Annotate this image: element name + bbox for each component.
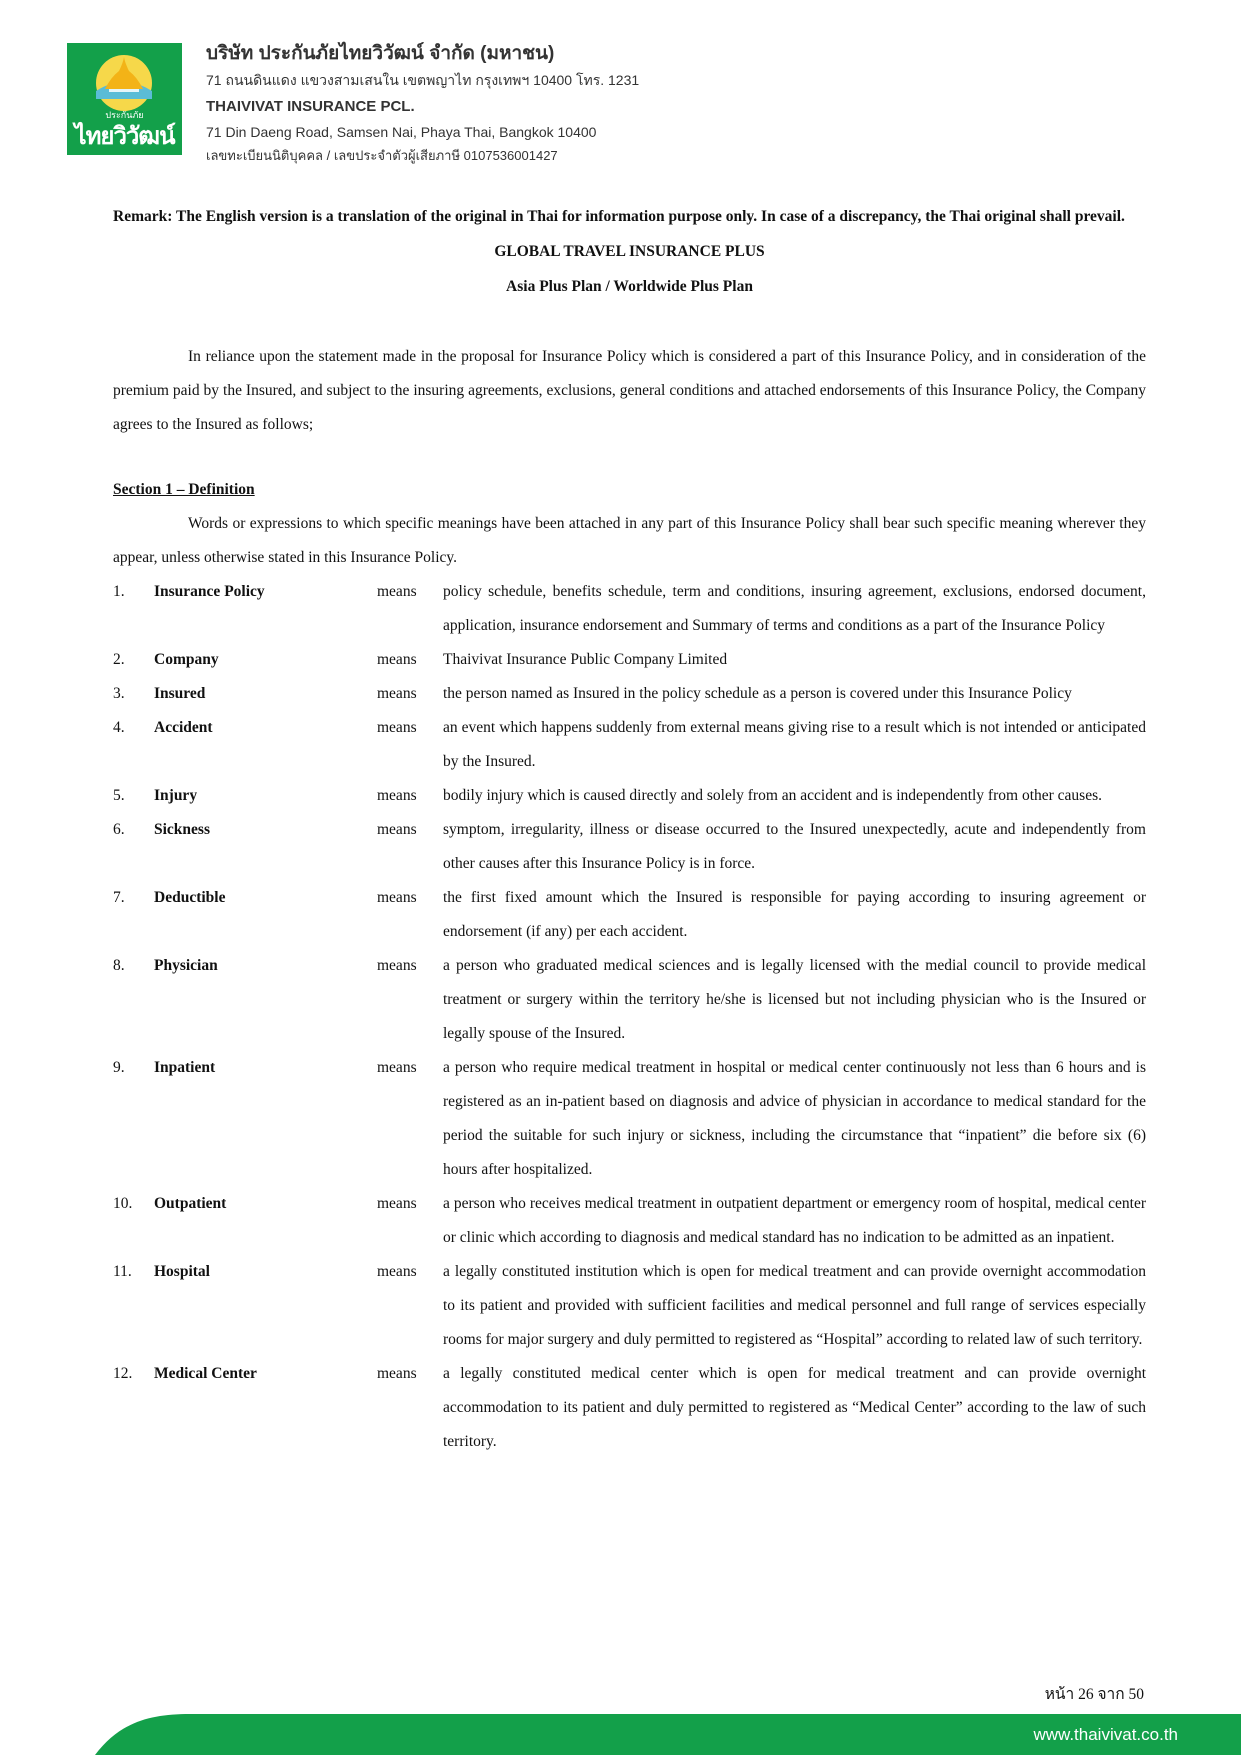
definition-text: policy schedule, benefits schedule, term and conditions, insuring agreement, exclusions, endorsed document, application, insurance endorsement and Summary of terms and conditions as a part of the Insurance Policy [443,583,1146,634]
definition-means: means [377,1263,417,1280]
definition-means: means [377,821,417,838]
document-body [113,200,1146,1459]
section-heading: Section 1 – Definition [113,481,255,498]
document-title: GLOBAL TRAVEL INSURANCE PLUS [494,243,765,260]
definition-means: means [377,685,417,702]
definition-item [113,711,1146,779]
definition-number: 12. [113,1365,133,1382]
page-number: หน้า 26 จาก 50 [1044,1686,1144,1703]
company-logo [67,43,182,155]
definition-text: a person who receives medical treatment in outpatient department or emergency room of hospital, medical center or clinic which according to diagnosis and medical standard has no indication to be admitted as an inpatient. [443,1195,1146,1246]
definition-means: means [377,583,417,600]
definition-means: means [377,1059,417,1076]
definition-number: 6. [113,821,125,838]
section-intro: Words or expressions to which specific meanings have been attached in any part of this Insurance Policy shall bear such specific meaning wherever they appear, unless otherwise stated in this Insurance Policy. [113,515,1146,566]
definition-term: Deductible [154,889,226,906]
definition-term: Insurance Policy [154,583,265,600]
definition-item [113,813,1146,881]
company-registration: เลขทะเบียนนิติบุคคล / เลขประจำตัวผู้เสียภาษี 0107536001427 [206,148,558,163]
definition-item [113,1255,1146,1357]
definition-number: 8. [113,957,125,974]
definition-number: 9. [113,1059,125,1076]
definition-number: 5. [113,787,125,804]
definition-item [113,1051,1146,1187]
definition-text: bodily injury which is caused directly and solely from an accident and is independently from other causes. [443,787,1102,804]
intro-paragraph: In reliance upon the statement made in the proposal for Insurance Policy which is considered a part of this Insurance Policy, and in consideration of the premium paid by the Insured, and subject to the insuring agreements, exclusions, general conditions and attached endorsements of this Insurance Policy, the Company agrees to the Insured as follows; [113,348,1146,433]
definition-number: 7. [113,889,125,906]
definition-means: means [377,719,417,736]
definition-means: means [377,1195,417,1212]
definition-means: means [377,787,417,804]
definition-means: means [377,651,417,668]
definition-text: the person named as Insured in the policy schedule as a person is covered under this Insurance Policy [443,685,1072,702]
definition-text: Thaivivat Insurance Public Company Limited [443,651,728,668]
definition-term: Outpatient [154,1195,227,1212]
definition-number: 3. [113,685,125,702]
document-subtitle: Asia Plus Plan / Worldwide Plus Plan [506,278,753,295]
company-info [206,40,639,168]
definition-term: Company [154,651,219,668]
definition-item [113,779,1146,813]
definition-number: 2. [113,651,125,668]
definition-term: Hospital [154,1263,210,1280]
definition-item [113,643,1146,677]
logo-name: ไทยวิวัฒน์ [74,122,175,150]
definition-item [113,575,1146,643]
definition-means: means [377,1365,417,1382]
definition-term: Sickness [154,821,210,838]
definition-text: an event which happens suddenly from external means giving rise to a result which is not intended or anticipated by the Insured. [443,719,1146,770]
definition-term: Inpatient [154,1059,216,1076]
definition-item [113,1357,1146,1459]
definitions-list [113,575,1146,1459]
definition-term: Insured [154,685,206,702]
remark-text: Remark: The English version is a translation of the original in Thai for information purpose only. In case of a discrepancy, the Thai original shall prevail. [113,208,1125,225]
website-link[interactable]: www.thaivivat.co.th [1033,1725,1178,1744]
company-en-name: THAIVIVAT INSURANCE PCL. [206,98,415,115]
definition-number: 11. [113,1263,132,1280]
definition-term: Physician [154,957,218,974]
definition-number: 10. [113,1195,133,1212]
logo-top-text: ประกันภัย [105,111,144,121]
definition-number: 1. [113,583,125,600]
definition-means: means [377,889,417,906]
definition-text: a person who require medical treatment in hospital or medical center continuously not less than 6 hours and is registered as an in-patient based on diagnosis and advice of physician in accordance to medical standard for the period the suitable for such injury or sickness, including the circumstance that “inpatient” die before six (6) hours after hospitalized. [443,1059,1146,1178]
company-th-address: 71 ถนนดินแดง แขวงสามเสนใน เขตพญาไท กรุงเทพฯ 10400 โทร. 1231 [206,72,640,88]
definition-term: Accident [154,719,213,736]
definition-text: a legally constituted institution which is open for medical treatment and can provide overnight accommodation to its patient and provided with sufficient facilities and medical personnel and full range of services especially rooms for major surgery and duly permitted to registered as “Hospital” according to related law of such territory. [443,1263,1146,1348]
definition-term: Injury [154,787,198,804]
definition-text: symptom, irregularity, illness or disease occurred to the Insured unexpectedly, acute and independently from other causes after this Insurance Policy is in force. [443,821,1146,872]
company-en-address: 71 Din Daeng Road, Samsen Nai, Phaya Thai, Bangkok 10400 [206,124,597,140]
definition-item [113,1187,1146,1255]
definition-text: a person who graduated medical sciences and is legally licensed with the medial council to provide medical treatment or surgery within the territory he/she is licensed but not including physician who is the Insured or legally spouse of the Insured. [443,957,1146,1042]
definition-item [113,677,1146,711]
definition-term: Medical Center [154,1365,257,1382]
definition-item [113,949,1146,1051]
definition-number: 4. [113,719,125,736]
definition-item [113,881,1146,949]
company-th-name: บริษัท ประกันภัยไทยวิวัฒน์ จำกัด (มหาชน) [206,43,555,64]
definition-means: means [377,957,417,974]
definition-text: a legally constituted medical center which is open for medical treatment and can provide overnight accommodation to its patient and duly permitted to registered as “Medical Center” according to the law of such territory. [443,1365,1146,1450]
definition-text: the first fixed amount which the Insured is responsible for paying according to insuring agreement or endorsement (if any) per each accident. [443,889,1146,940]
